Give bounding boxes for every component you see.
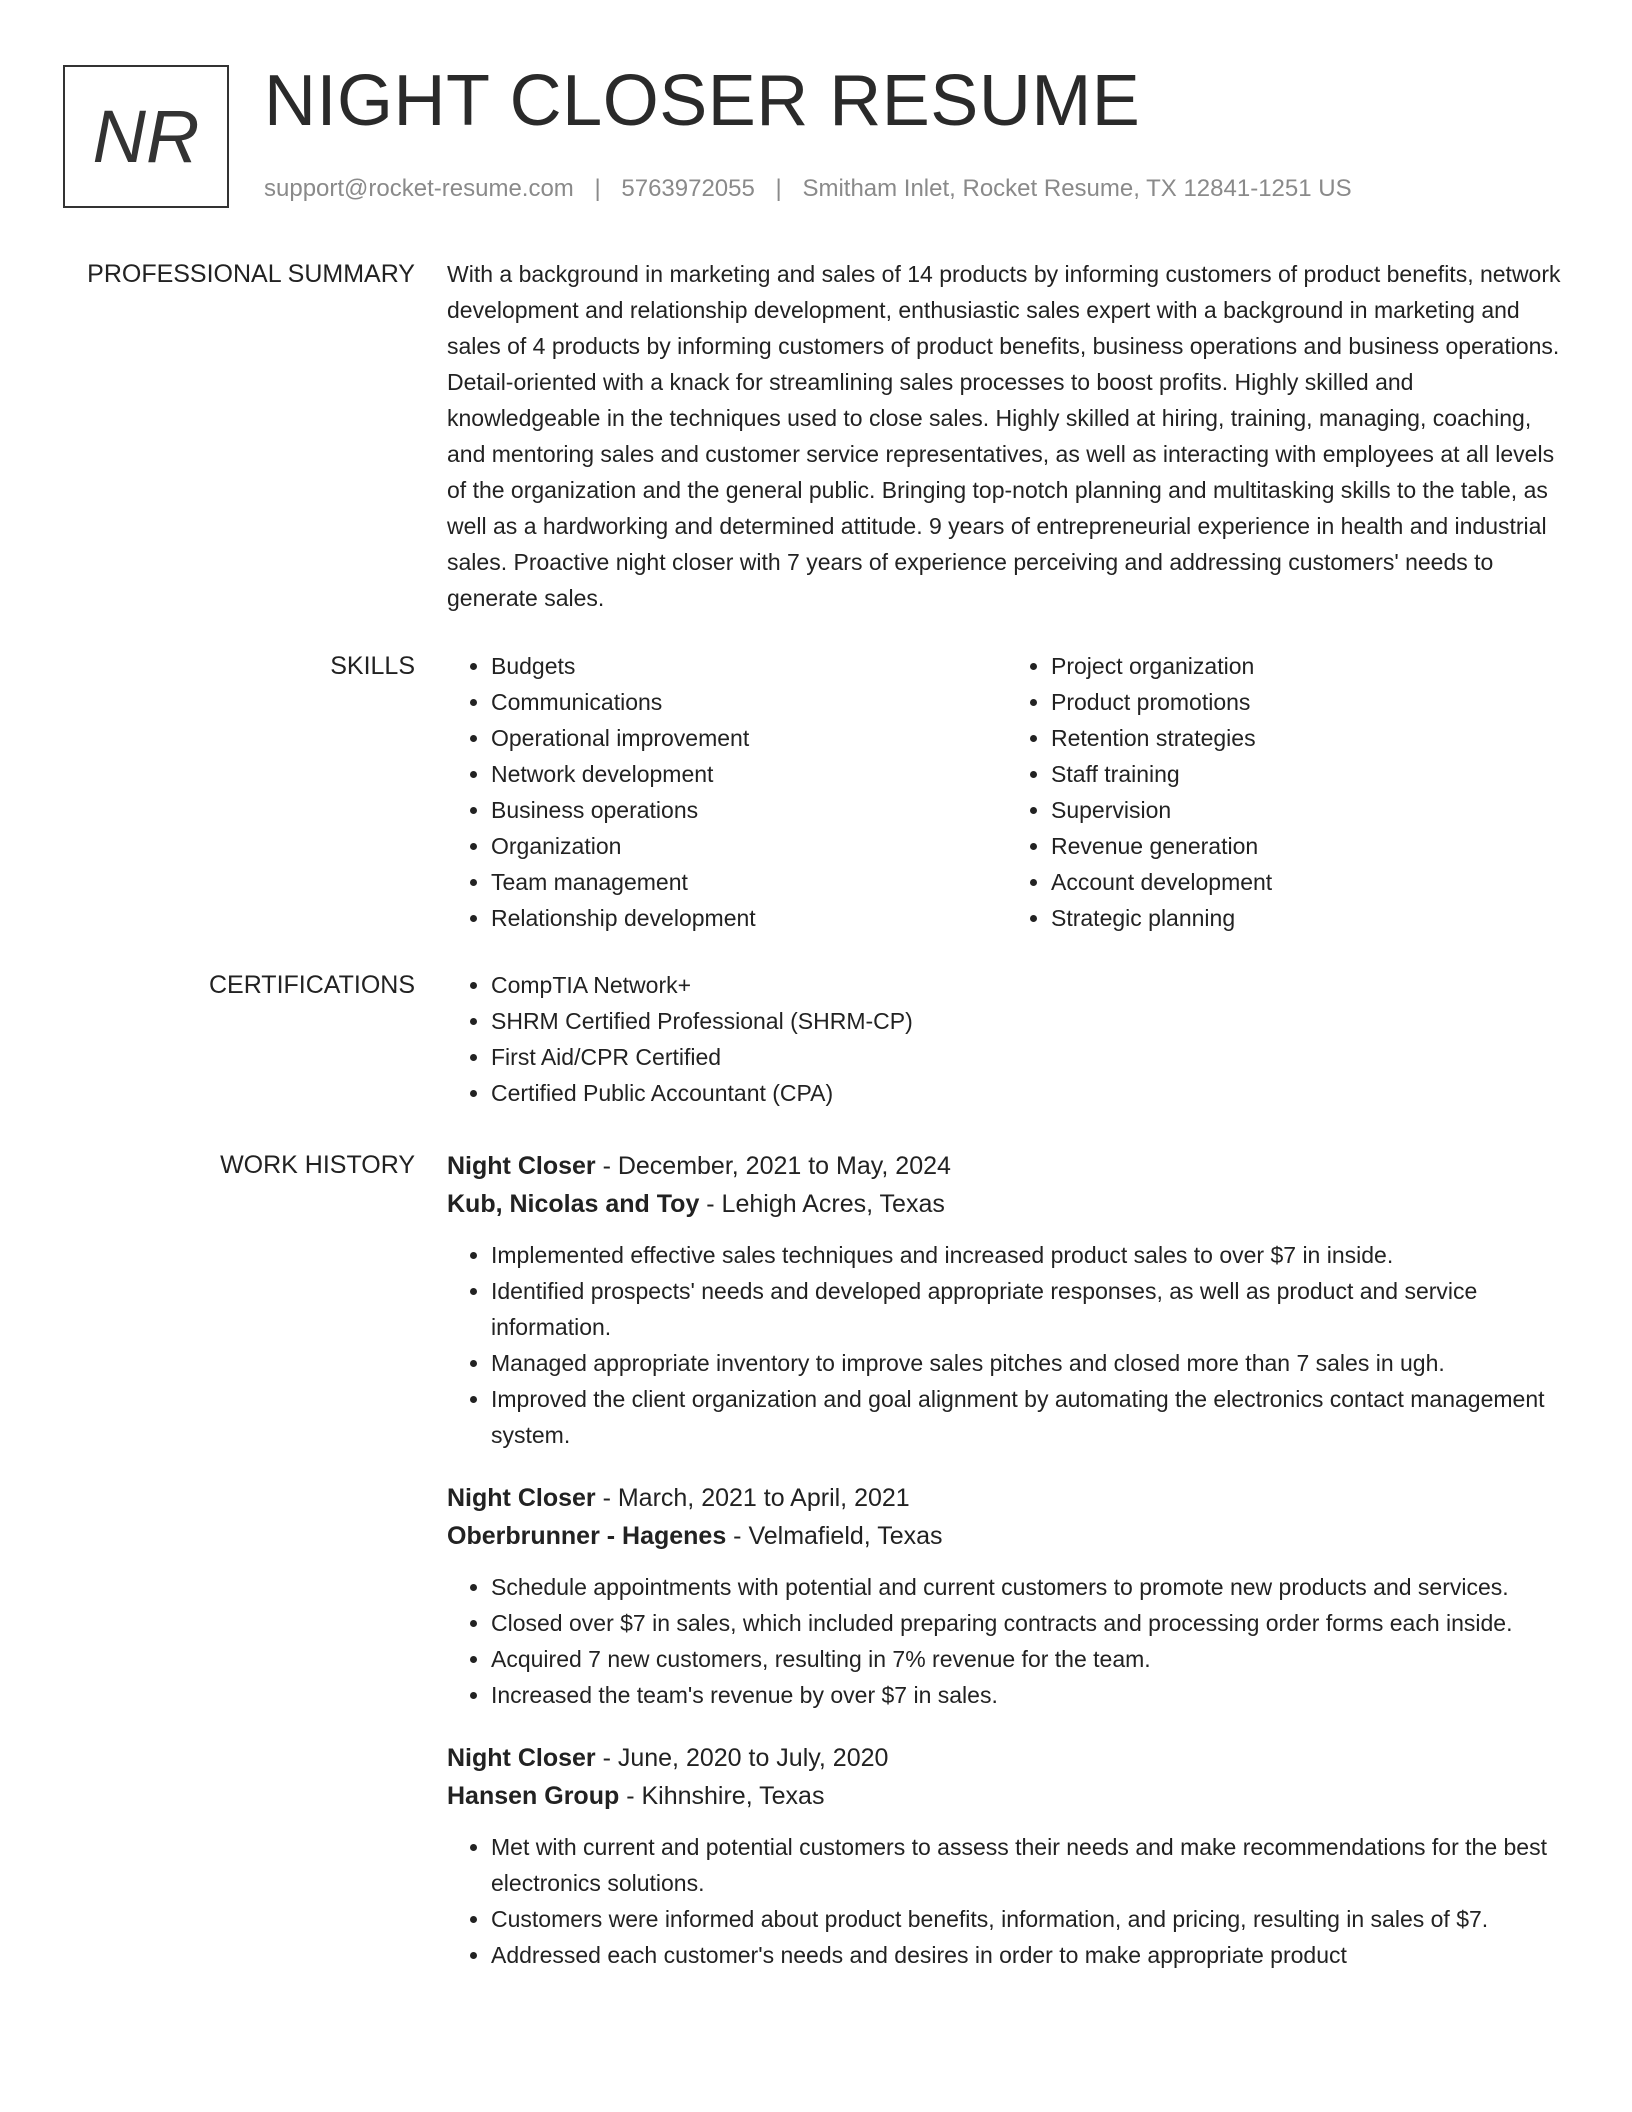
job-location: - Lehigh Acres, Texas (699, 1190, 945, 1218)
section-heading: SKILLS (330, 652, 415, 680)
section-heading: PROFESSIONAL SUMMARY (87, 260, 415, 288)
job-company-line (447, 1185, 1567, 1223)
skill-item: • Business operations (491, 792, 1007, 828)
job-bullet: • Improved the client organization and goal alignment by automating the electronics contact management system. (491, 1381, 1567, 1453)
job-entry (447, 1147, 1567, 1453)
certifications-list (447, 967, 1567, 1111)
job-bullet: • Implemented effective sales techniques and increased product sales to over $7 in inside. (491, 1237, 1567, 1273)
job-title-line (447, 1739, 1567, 1777)
skill-item: • Communications (491, 684, 1007, 720)
job-bullet: • Schedule appointments with potential and current customers to promote new products and services. (491, 1569, 1567, 1605)
work-history-body (447, 1147, 1567, 1999)
job-company-line (447, 1517, 1567, 1555)
contact-separator: | (594, 175, 601, 202)
job-location: - Kihnshire, Texas (619, 1782, 825, 1810)
skill-item: • Organization (491, 828, 1007, 864)
skill-item: • Strategic planning (1051, 900, 1567, 936)
job-company-line (447, 1777, 1567, 1815)
job-bullet: • Met with current and potential customers to assess their needs and make recommendations for the best electronics solutions. (491, 1829, 1567, 1901)
job-bullet: • Acquired 7 new customers, resulting in 7% revenue for the team. (491, 1641, 1567, 1677)
job-entry (447, 1739, 1567, 1973)
certifications-body (447, 967, 1567, 1111)
certification-item: • First Aid/CPR Certified (491, 1039, 1567, 1075)
job-company: Oberbrunner - Hagenes (447, 1522, 727, 1550)
job-title: Night Closer (447, 1744, 596, 1772)
contact-email[interactable]: support@rocket-resume.com (264, 175, 574, 202)
job-dates: - December, 2021 to May, 2024 (595, 1152, 951, 1180)
skill-item: • Staff training (1051, 756, 1567, 792)
job-bullets (447, 1569, 1567, 1713)
skill-item: • Network development (491, 756, 1007, 792)
job-title-line (447, 1147, 1567, 1185)
skills-list-left (447, 648, 1007, 936)
summary-text: With a background in marketing and sales of 14 products by informing customers of product benefits, network development and relationship development, enthusiastic sales expert with a background in marketing and sales of 4 products by informing customers of product benefits, business operations and business operations. Detail-oriented with a knack for streamlining sales processes to boost profits. Highly skilled and knowledgeable in the techniques used to close sales. Highly skilled at hiring, training, managing, coaching, and mentoring sales and customer service representatives, as well as interacting with employees at all levels of the organization and the general public. Bringing top-notch planning and multitasking skills to the table, as well as a hardworking and determined attitude. 9 years of entrepreneurial experience in health and industrial sales. Proactive night closer with 7 years of experience perceiving and addressing customers' needs to generate sales. (447, 261, 1561, 611)
job-bullets (447, 1829, 1567, 1973)
certification-item: • Certified Public Accountant (CPA) (491, 1075, 1567, 1111)
job-title-line (447, 1479, 1567, 1517)
skill-item: • Operational improvement (491, 720, 1007, 756)
skill-item: • Budgets (491, 648, 1007, 684)
skills-body (447, 648, 1567, 936)
certification-item: • CompTIA Network+ (491, 967, 1567, 1003)
skill-item: • Team management (491, 864, 1007, 900)
skills-list-right (1007, 648, 1567, 936)
job-entry (447, 1479, 1567, 1713)
skill-item: • Relationship development (491, 900, 1007, 936)
job-title: Night Closer (447, 1484, 596, 1512)
summary-body (447, 256, 1567, 616)
contact-address: Smitham Inlet, Rocket Resume, TX 12841-1251 US (802, 175, 1352, 202)
skill-item: • Product promotions (1051, 684, 1567, 720)
job-dates: - March, 2021 to April, 2021 (595, 1484, 910, 1512)
job-company: Hansen Group (447, 1782, 620, 1810)
skill-item: • Revenue generation (1051, 828, 1567, 864)
monogram-logo: NR (63, 65, 229, 208)
job-bullet: • Addressed each customer's needs and desires in order to make appropriate product (491, 1937, 1567, 1973)
job-title: Night Closer (447, 1152, 596, 1180)
job-bullet: • Managed appropriate inventory to improve sales pitches and closed more than 7 sales in ugh. (491, 1345, 1567, 1381)
job-bullet: • Customers were informed about product benefits, information, and pricing, resulting in sales of $7. (491, 1901, 1567, 1937)
resume-title: NIGHT CLOSER RESUME (264, 61, 1141, 141)
section-heading: WORK HISTORY (220, 1151, 415, 1179)
section-heading: CERTIFICATIONS (208, 971, 415, 999)
skill-item: • Retention strategies (1051, 720, 1567, 756)
job-location: - Velmafield, Texas (726, 1522, 943, 1550)
job-company: Kub, Nicolas and Toy (447, 1190, 700, 1218)
skill-item: • Account development (1051, 864, 1567, 900)
job-bullets (447, 1237, 1567, 1453)
skill-item: • Project organization (1051, 648, 1567, 684)
job-bullet: • Identified prospects' needs and developed appropriate responses, as well as product and service information. (491, 1273, 1567, 1345)
job-bullet: • Closed over $7 in sales, which included preparing contracts and processing order forms each inside. (491, 1605, 1567, 1641)
contact-phone: 5763972055 (621, 175, 755, 202)
job-bullet: • Increased the team's revenue by over $7 in sales. (491, 1677, 1567, 1713)
certification-item: • SHRM Certified Professional (SHRM-CP) (491, 1003, 1567, 1039)
contact-separator: | (775, 175, 782, 202)
contact-line (264, 175, 1352, 203)
skill-item: • Supervision (1051, 792, 1567, 828)
job-dates: - June, 2020 to July, 2020 (595, 1744, 889, 1772)
